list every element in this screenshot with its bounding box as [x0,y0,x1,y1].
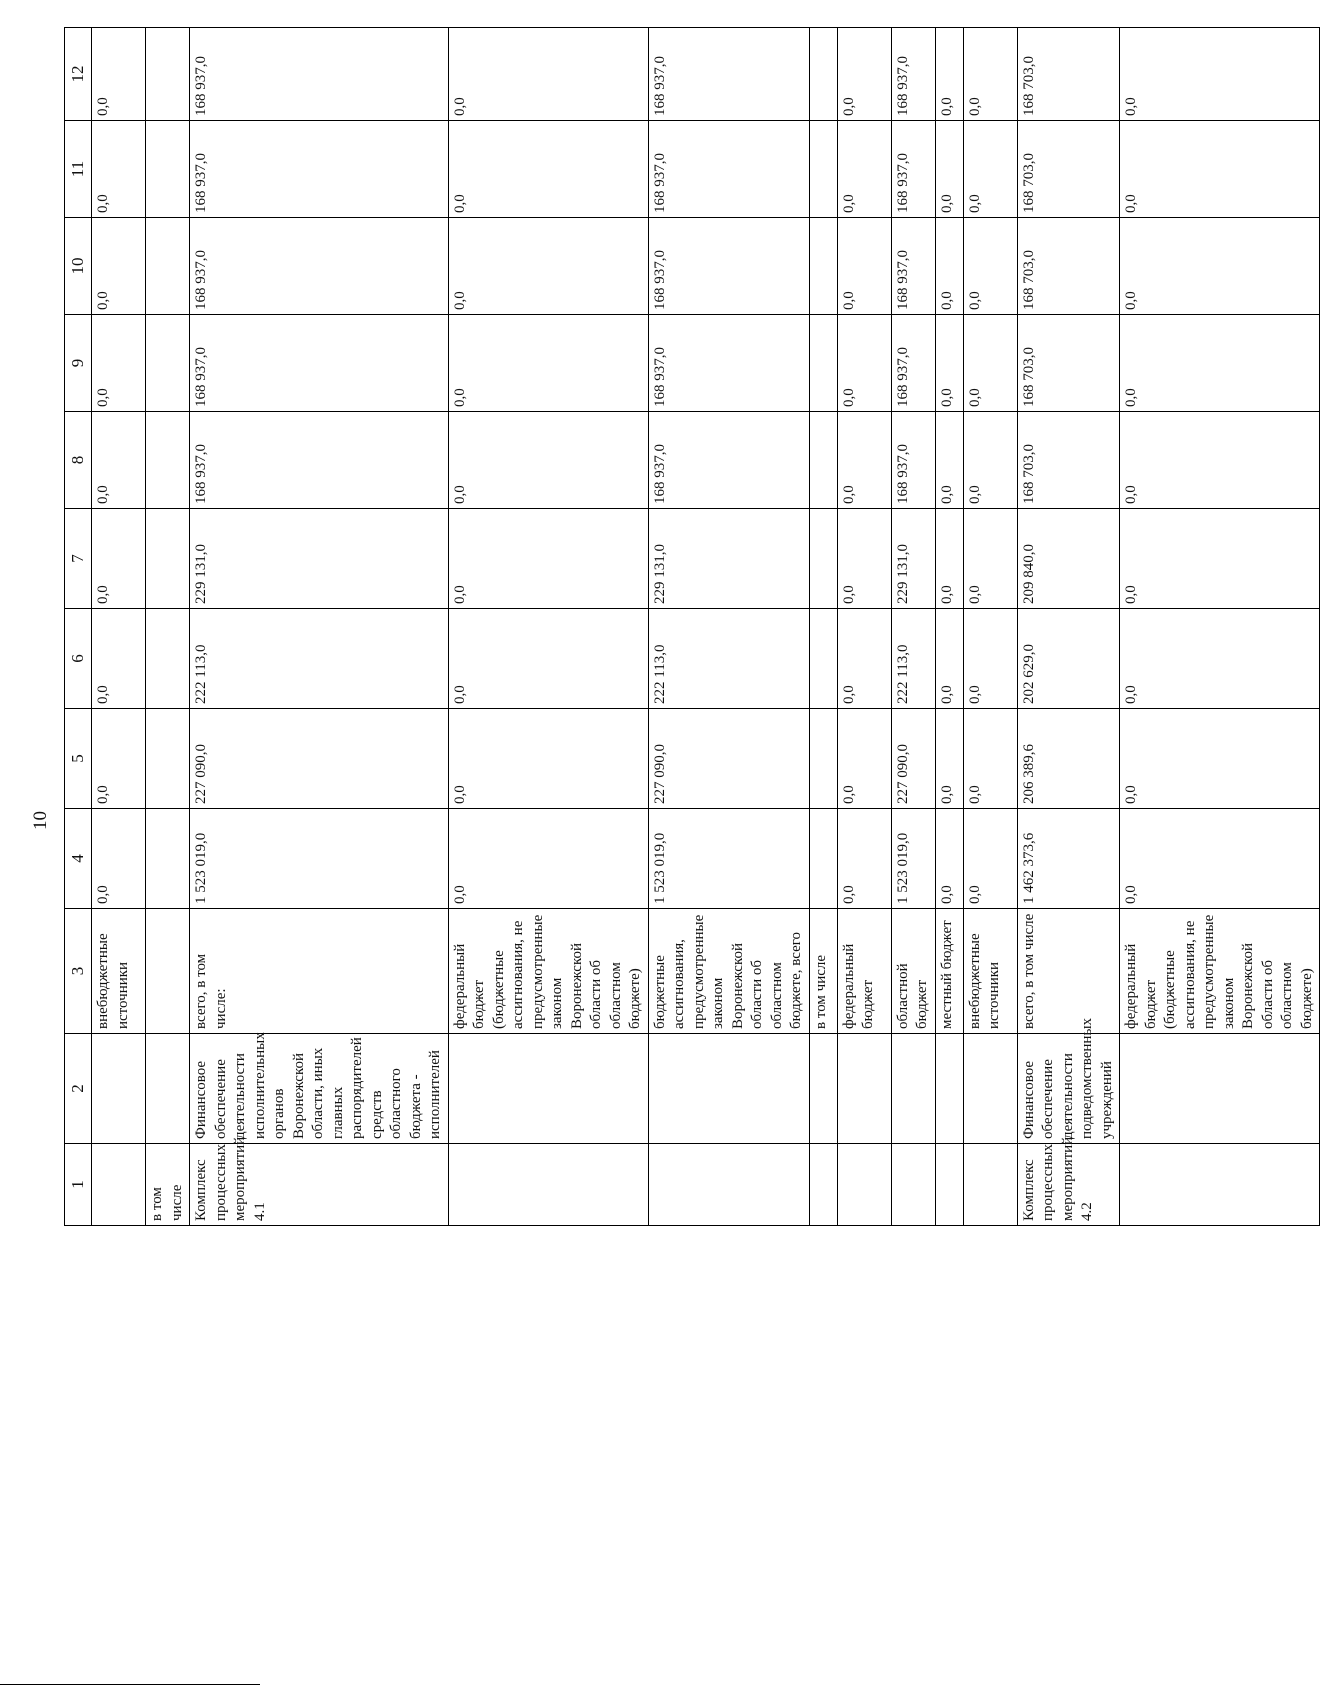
source-cell: федеральный бюджет (бюджетные ассигнования, не предусмотренные законом Воронежской области об областном бюджете) [448,909,648,1034]
value-cell: 168 937,0 [891,121,935,218]
value-cell: 0,0 [1120,218,1320,315]
source-cell: федеральный бюджет (бюджетные ассигнования, не предусмотренные законом Воронежской области об областном бюджете) [1120,909,1320,1034]
value-cell: 0,0 [448,609,648,709]
table-landscape-frame [64,28,1315,1226]
value-cell: 168 937,0 [190,412,449,509]
table-row [963,28,1017,1226]
value-cell: 0,0 [1120,28,1320,121]
source-cell: внебюджетные источники [92,909,146,1034]
value-cell: 0,0 [963,121,1017,218]
value-cell: 0,0 [837,315,891,412]
table-rotation-wrapper [64,28,1315,1226]
description-cell [837,1034,891,1144]
value-cell: 168 703,0 [1017,28,1120,121]
value-cell: 168 937,0 [648,121,809,218]
description-cell [809,1034,837,1144]
value-cell: 0,0 [935,609,963,709]
column-header-5: 5 [65,709,92,809]
value-cell [146,509,190,609]
value-cell: 0,0 [1120,121,1320,218]
value-cell: 168 937,0 [891,315,935,412]
value-cell: 168 937,0 [190,218,449,315]
value-cell: 0,0 [1120,315,1320,412]
program-cell [963,1144,1017,1226]
table-row [935,28,963,1226]
description-cell [935,1034,963,1144]
value-cell: 0,0 [963,609,1017,709]
value-cell [146,28,190,121]
value-cell: 0,0 [963,412,1017,509]
source-cell: всего, в том числе: [190,909,449,1034]
description-cell: Финансовое обеспечение деятельности подведомственных учреждений [1017,1034,1120,1144]
description-cell [146,1034,190,1144]
value-cell: 0,0 [1120,809,1320,909]
source-cell: федеральный бюджет [837,909,891,1034]
column-header-1: 1 [65,1144,92,1226]
value-cell: 0,0 [963,28,1017,121]
description-cell [891,1034,935,1144]
value-cell: 0,0 [837,412,891,509]
value-cell: 168 703,0 [1017,412,1120,509]
value-cell: 0,0 [92,709,146,809]
value-cell: 168 703,0 [1017,218,1120,315]
program-cell [448,1144,648,1226]
value-cell: 202 629,0 [1017,609,1120,709]
value-cell: 0,0 [935,28,963,121]
value-cell [146,315,190,412]
value-cell: 0,0 [92,509,146,609]
finance-table [64,27,1320,1226]
value-cell: 1 523 019,0 [648,809,809,909]
value-cell [809,509,837,609]
value-cell: 1 523 019,0 [190,809,449,909]
value-cell: 0,0 [92,412,146,509]
column-header-8: 8 [65,412,92,509]
value-cell [809,709,837,809]
value-cell [146,412,190,509]
program-cell: Комплекс процессных мероприятий 4.1 [190,1144,449,1226]
source-cell: местный бюджет [935,909,963,1034]
value-cell: 222 113,0 [891,609,935,709]
value-cell: 227 090,0 [891,709,935,809]
column-header-12: 12 [65,28,92,121]
value-cell: 0,0 [448,709,648,809]
source-cell: всего, в том числе [1017,909,1120,1034]
footnote-rule [0,1684,260,1685]
table-row [190,28,449,1226]
value-cell: 0,0 [935,121,963,218]
source-cell: в том числе [809,909,837,1034]
table-row [1017,28,1120,1226]
table-body [92,28,1320,1226]
value-cell: 0,0 [935,315,963,412]
value-cell: 0,0 [448,809,648,909]
table-row [648,28,809,1226]
value-cell [809,809,837,909]
value-cell: 168 937,0 [648,412,809,509]
value-cell: 0,0 [92,809,146,909]
program-cell: Комплекс процессных мероприятий 4.2 [1017,1144,1120,1226]
description-cell [1120,1034,1320,1144]
value-cell: 168 937,0 [190,121,449,218]
value-cell: 168 937,0 [648,315,809,412]
value-cell: 0,0 [92,28,146,121]
source-cell [146,909,190,1034]
value-cell: 168 937,0 [190,28,449,121]
program-cell [92,1144,146,1226]
value-cell [809,121,837,218]
value-cell: 0,0 [963,315,1017,412]
value-cell: 0,0 [837,609,891,709]
header-row [65,28,92,1226]
program-cell: в том числе [146,1144,190,1226]
program-cell [837,1144,891,1226]
value-cell: 0,0 [963,218,1017,315]
column-header-10: 10 [65,218,92,315]
program-cell [809,1144,837,1226]
value-cell: 168 703,0 [1017,121,1120,218]
value-cell: 168 937,0 [891,218,935,315]
value-cell: 229 131,0 [190,509,449,609]
program-cell [648,1144,809,1226]
table-row [1120,28,1320,1226]
value-cell: 168 937,0 [648,218,809,315]
column-header-2: 2 [65,1034,92,1144]
value-cell: 0,0 [935,509,963,609]
value-cell: 0,0 [837,709,891,809]
description-cell [448,1034,648,1144]
value-cell: 0,0 [448,412,648,509]
value-cell [146,809,190,909]
value-cell: 0,0 [837,121,891,218]
value-cell: 229 131,0 [891,509,935,609]
value-cell: 0,0 [448,121,648,218]
column-header-4: 4 [65,809,92,909]
column-header-7: 7 [65,509,92,609]
value-cell: 0,0 [935,809,963,909]
value-cell [809,28,837,121]
source-cell: бюджетные ассигнования, предусмотренные законом Воронежской области об областном бюджете, всего [648,909,809,1034]
value-cell: 0,0 [92,609,146,709]
description-cell [648,1034,809,1144]
table-row [891,28,935,1226]
description-cell: Финансовое обеспечение деятельности исполнительных органов Воронежской области, иных главных распорядителей средств областного бюджета - исполнителей [190,1034,449,1144]
value-cell: 0,0 [837,809,891,909]
value-cell [809,315,837,412]
value-cell: 206 389,6 [1017,709,1120,809]
table-row [837,28,891,1226]
table-row [146,28,190,1226]
table-row [809,28,837,1226]
value-cell: 1 462 373,6 [1017,809,1120,909]
value-cell: 0,0 [1120,412,1320,509]
table-row [92,28,146,1226]
description-cell [92,1034,146,1144]
value-cell: 0,0 [1120,709,1320,809]
value-cell: 168 937,0 [648,28,809,121]
value-cell: 0,0 [935,709,963,809]
column-header-3: 3 [65,909,92,1034]
value-cell [809,218,837,315]
column-header-11: 11 [65,121,92,218]
column-header-6: 6 [65,609,92,709]
value-cell: 0,0 [935,412,963,509]
value-cell: 222 113,0 [648,609,809,709]
value-cell: 0,0 [963,509,1017,609]
value-cell: 229 131,0 [648,509,809,609]
value-cell: 0,0 [448,509,648,609]
value-cell: 0,0 [1120,609,1320,709]
value-cell: 0,0 [837,218,891,315]
value-cell [146,121,190,218]
value-cell: 0,0 [935,218,963,315]
source-cell: внебюджетные источники [963,909,1017,1034]
source-cell: областной бюджет [891,909,935,1034]
value-cell: 0,0 [837,28,891,121]
value-cell: 0,0 [92,315,146,412]
value-cell: 168 937,0 [891,28,935,121]
value-cell: 0,0 [448,315,648,412]
value-cell: 168 703,0 [1017,315,1120,412]
table-row [448,28,648,1226]
value-cell: 0,0 [448,218,648,315]
value-cell [809,609,837,709]
value-cell: 0,0 [963,709,1017,809]
value-cell: 227 090,0 [190,709,449,809]
value-cell: 0,0 [1120,509,1320,609]
value-cell [146,609,190,709]
value-cell: 0,0 [92,218,146,315]
page-number: 10 [30,811,51,830]
program-cell [935,1144,963,1226]
value-cell: 168 937,0 [891,412,935,509]
description-cell [963,1034,1017,1144]
program-cell [1120,1144,1320,1226]
program-cell [891,1144,935,1226]
value-cell: 0,0 [92,121,146,218]
column-header-9: 9 [65,315,92,412]
value-cell [809,412,837,509]
value-cell: 209 840,0 [1017,509,1120,609]
value-cell: 0,0 [837,509,891,609]
value-cell [146,218,190,315]
value-cell [146,709,190,809]
value-cell: 227 090,0 [648,709,809,809]
value-cell: 222 113,0 [190,609,449,709]
value-cell: 168 937,0 [190,315,449,412]
value-cell: 0,0 [448,28,648,121]
value-cell: 0,0 [963,809,1017,909]
value-cell: 1 523 019,0 [891,809,935,909]
